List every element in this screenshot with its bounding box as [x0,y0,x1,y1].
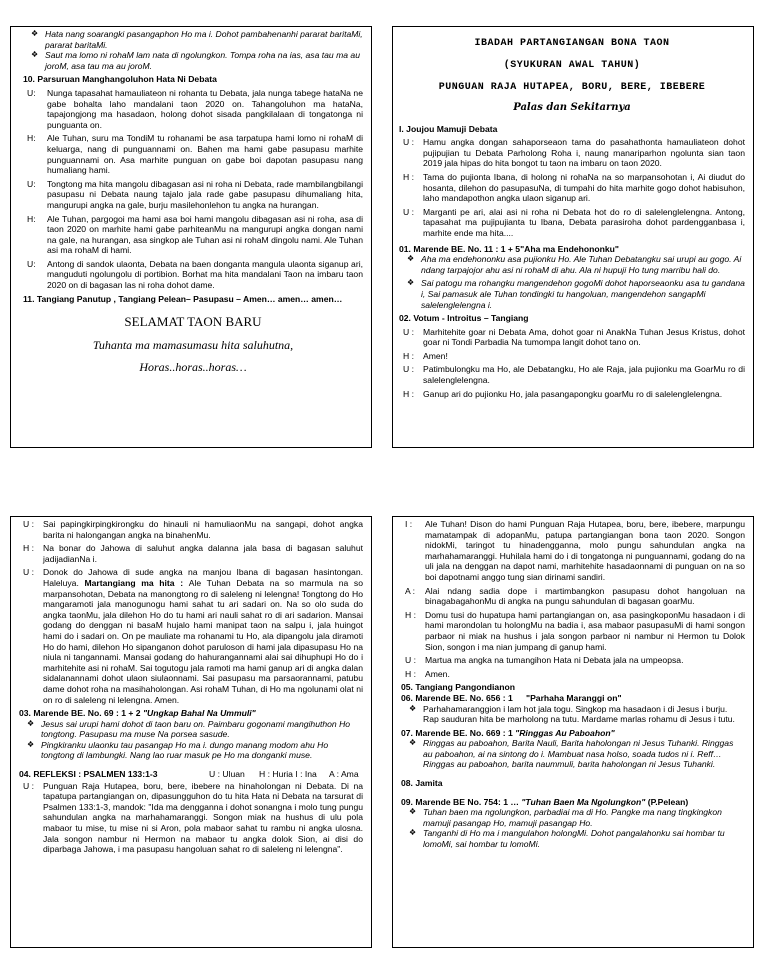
section-heading: 11. Tangiang Panutup , Tangiang Pelean– Pasupasu – Amen… amen… amen… [23,293,343,304]
liturgy-text: Antong di sandok ulaonta, Debata na baen donganta mangula ulaonta siganup ari, manguduti ngolungolu di portibion. Borhat ma hita mandalani Taon na imbaru taon 2020 on di bagasan las ni roha dohot dame. [47,258,363,291]
speaker-label: U : [403,326,414,337]
page-subtitle: Palas dan Sekitarnya [513,102,631,113]
hymn-verse: ❖ Pingkiranku ulaonku tau pasangap Ho ma i. dungo manang modom ahu Ho tongtong di lambungki. Nang lao ruar masuk pe Ho ma donganki muse. [19,740,363,761]
liturgy-text: Patimbulongku ma Ho, ale Debatangku, Ho ale Raja, jala pujionku ma GoarMu ro di salelenglelengna. [423,364,745,386]
speaker-label: H : [405,609,416,620]
liturgy-line [401,669,745,680]
liturgy-line [399,137,745,169]
speaker-label: I : [405,519,413,529]
liturgy-text: Ale Tuhan, suru ma TondiM tu rohanami be asa tarpatupa hami lomo ni rohaM di keluarga, nang di punguannami on. Bahen ma hami gabe pasupasu marhite punguannami on. Asa marhite punguan on gabe boi dapotan pasupasu nang humaliang hami. [47,133,363,176]
role-legend: U : Uluan [209,769,245,780]
liturgy-text: Amen. [425,668,450,679]
speaker-label: U: [27,258,36,269]
liturgy-text: Punguan Raja Hutapea, boru, bere, ibebere na hinaholongan ni Debata. Di na tapatupa partangiangan on, dipasungguhon do tu hita Hata ni Debata na tarsurat di Psalmen 133:1-3, mandok: "Ida ma dengganna i dohot sonangna i molo tung pungu sahundulan angka na marhahamaranggi. Songon miak na hushus di ulu pola mabaor tu mise, tu mise ni si Aron, pola mabaor sahat tu rambu ni angka ulosna. Jala songon nambur ni Hermon na mabaor tu angka dolok Sion, ai disi do diparbaga Jahowa, i ma pasupasu hangoluan sahat ro di saleleng ni lelengna". [43,780,363,855]
liturgy-text: Domu tusi do hupatupa hami partangiangan on, asa pasingkoponMu hasadaon i di hami marondolan tu holongMu na badia i, asa mabaor pasupasuMi di hami songon parbaor ni miak na hushus i jala songon parbaor ni nambur ni Hermon tu Dolok Sion, songon i ma nian jumpang di ganup hami. [425,609,745,652]
title-line: IBADAH PARTANGIANGAN BONA TAON [474,38,670,49]
hymn-verse: ❖ Tuhan baen ma ngolungkon, parbadiai ma di Ho. Pangke ma nang tingkingkon mamuji pasangap Ho, mamuji pasangap Ho. [401,807,745,828]
role-legend: H : Huria I : Ina [259,769,317,780]
page-panel-top-left [10,26,372,448]
hymn-verse: ❖ Saut ma lomo ni rohaM lam nata di ngolungkon. Tompa roha na ias, asa tau ma au joroM, asa tau ma au joroM. [23,50,363,71]
section-heading: 05. Tangiang Pangondianon [401,682,515,693]
page-panel-bottom-left [10,516,372,948]
section-heading: 01. Marende BE. No. 11 : 1 + 5"Aha ma Endehononku" [399,243,619,254]
prayer-label: Martangiang ma hita : [84,577,189,588]
liturgy-line [23,214,363,256]
section-heading: 04. REFLEKSI : PSALMEN 133:1-3 [19,769,158,780]
liturgy-line [19,543,363,564]
liturgy-line [401,519,745,583]
liturgy-text: Marganti pe ari, alai asi ni roha ni Debata hot do ro di salelenglelengna. Antong, tapasahat ma pujipujianta tu Ibana, Debata parasiroha dohot pardengganbasa i, marhite ende ma hita.... [423,206,745,238]
liturgy-text: Nunga tapasahat hamauliateon ni rohanta tu Debata, jala nunga tabege hataNa ne gabe bohalta laho mandalani taon 2020 on. Tahangoluhon ma hataNa, tapajongjong ma hasadaon, holong dohot sisada pangkilalaan di tongatonga ni punguanta on. [47,87,363,130]
hymn-title: "Ringgas Au Paboahon" [515,727,615,738]
hymn-verse: ❖ Hata nang soarangki pasangaphon Ho ma i. Dohot pambahenanhi pararat baritaMi, pararat baritaMi. [23,29,363,50]
liturgy-text: Hamu angka dongan sahaporseaon tama do pasahathonta hamauliateon dohot pujipujian tu Debata Parholong Roha i, naung manariparhon ngolunta sian taon 2019 jala hipas do hita bongot tu taon na imbaru on taon 2020. [423,137,745,169]
speaker-label: H: [27,133,36,144]
speaker-label: H : [403,171,414,182]
role-legend: A : Ama [329,769,359,780]
liturgy-text: Ale Tuhan! Dison do hami Punguan Raja Hutapea, boru, bere, ibebere, marpungu mamatampak di adopanMu, patupa partangiangan bona taon 2020. Songon nidokMi, taringot tu hinadengganna, molo pungu sahundulan angka na marhahamaranggi. Huhilala hami do i di tongatonga ni punguannami, godang do na uli jala na denggan na dapot nami, marhitehite hasadaonnami di punguan on na so boi dapotnami anggo tung sian dirinami sandiri. [425,519,745,582]
liturgy-line [19,781,363,855]
page-panel-top-right [392,26,754,448]
liturgy-text: Amen! [423,350,448,361]
speaker-label: H : [23,543,34,554]
liturgy-line [19,567,363,705]
liturgy-text: Donok do Jahowa di sude angka na manjou Ibana di bagasan hasintongan. Haleluya. Martangiang ma hita : Ale Tuhan Debata na so marmula na so marpansohotan, Debata na manongtong ro di saleleng ni lelengna! Tongtong do Ho mangaramoti jala manogunogu hami sahat tu ari sadari on. Na so olo suda do angka taonMu, jala dilehon Ho do tu hami ari nauli sahat ro di ari sadarion. Mansai godang do denggan ni basaM hujalo hami manipat taon na salpu i, jala huingot hami do i sadari on. On pe mauliate ma rohanami tu Ho, ala dipangolu jala diramoti Ho do hami, dilehon Ho sipanganon dohot paruloson di hami jala dipasupasu Ho na niula ni tangannami. Mansai godang do hahurangannami alai sai dihuphupi Ho do i marhitehite asi ni rohaM. Sai togutogu jala ramoti ma hami ganup ari di angka dalan sidalanannami dohot ulaon siulaonnami. Sai pasupasu ma parsaorannami, patubu dame dohot roha na masihaholongan. Asi rohaM Tuhan, di Ho ma ngolunami olat ni on ro di saleleng ni lelengna. Amen. [43,567,364,705]
hymn-verse: ❖ Tanganhi di Ho ma i mangulahon holongMi. Dohot pangalahonku sai hombar tu lomoMi, sai hombar tu lomoMi. [401,828,745,849]
liturgy-line [23,133,363,175]
liturgy-line [23,179,363,211]
liturgy-text: Tama do pujionta Ibana, di holong ni rohaNa na so marpansohotan i, Ai diudut do hosanta, dilehon do pasupasuNa, di tumpahi do hita marhite gogo dohot habisuhon, laho mandapothon angka ulaon siganup ari. [423,171,745,204]
speaker-label: U : [405,655,416,666]
hymn-title: "Parhaha Maranggi on" [526,692,622,703]
refleksi-heading [19,769,363,780]
liturgy-line [399,327,745,348]
speaker-label: A : [405,585,416,596]
speaker-label: U: [27,87,36,98]
title-line: (SYUKURAN AWAL TAHUN) [503,60,641,71]
section-heading: 09. Marende BE No. 754: 1 … "Tuhan Baen Ma Ngolungkon" (P.Pelean) [401,796,689,807]
liturgy-text: Marhitehite goar ni Debata Ama, dohot goar ni AnakNa Tuhan Jesus Kristus, dohot goar ni Tondi Parbadia Na tumompa langit dohot tano on. [423,326,745,348]
liturgy-text: Ganup ari do pujionku Ho, jala pasangapongku goarMu ro di salelenglelengna. [423,388,723,399]
section-heading: 06. Marende BE. No. 656 : 1 "Parhaha Maranggi on" [401,692,622,703]
speaker-label: U : [23,519,34,529]
liturgy-line [399,172,745,204]
hymn-verse: ❖ Ringgas au paboahon, Barita Nauli, Barita haholongan ni Jesus Tuhanki. Ringgas au paboahon, ai na sintong do i. Mambuat nasa holso, soada tudos ni i. Reff… Ringgas au paboahon, barita naummuli, barita haholongan ni Jesus Tuhanki. [401,738,745,770]
liturgy-line [399,364,745,385]
liturgy-line [399,389,745,400]
liturgy-text: Martua ma angka na tumangihon Hata ni Debata jala na umpeopsa. [425,655,684,666]
liturgy-line [401,610,745,652]
liturgy-line [23,259,363,291]
hymn-verse: ❖ Sai patogu ma rohangku mangendehon gogoMi dohot haporseaonku asa tu gandana i, Sai pamasuk ale Tuhan tondingki tu hangoluan, mangendehon sangapMi salelenglelengna i. [399,278,745,310]
page-title [399,37,745,95]
hymn-verse: ❖ Jesus sai urupi hami dohot di taon baru on. Paimbaru gogonami mangihuthon Ho tongtong. Pasupasu ma muse Na porsea sasude. [19,719,363,740]
liturgy-line [401,586,745,607]
liturgy-text: Na bonar do Jahowa di saluhut angka dalanna jala basa di bagasan saluhut jadijadianNa i. [43,543,363,564]
speaker-label: U : [23,567,34,578]
page-panel-bottom-right [392,516,754,948]
section-heading: 10. Parsuruan Manghangoluhon Hata Ni Debata [23,74,217,85]
liturgy-line [399,351,745,362]
section-heading: 03. Marende BE. No. 69 : 1 + 2 "Ungkap Bahal Na Ummuli" [19,708,256,719]
hymn-verse: ❖ Parhahamaranggion i lam hot jala togu. Singkop ma hasadaon i di Jesus i burju. Rap sauduran hita be marholong na tutu. Mardame marlas rohamu di Jesus i tutu. [401,704,745,725]
closing-horas: Horas..horas..horas… [139,360,247,375]
speaker-label: H : [403,388,414,399]
title-line: PUNGUAN RAJA HUTAPEA, BORU, BERE, IBEBERE [438,82,706,93]
liturgy-line [23,88,363,130]
liturgy-text: Ale Tuhan, pargogoi ma hami asa boi hami mangolu dibagasan asi ni roha, asa di taon 2020 on marhite hami gabe parhiteanMu na mangurupi angka dongan nami na gale, na hurangan, asa singkop ale Tuhan asi ni rohaM dingolu nami. Ale Tuhan asi ma rohaM di hami. [47,213,363,256]
speaker-label: U : [403,137,414,148]
speaker-label: U: [27,178,36,189]
section-heading: 02. Votum - Introitus – Tangiang [399,313,529,324]
liturgy-line [19,519,363,540]
section-heading: I. Joujou Mamuji Debata [399,123,498,134]
hymn-title: "Tuhan Baen Ma Ngolungkon" [521,796,646,807]
closing-greeting: SELAMAT TAON BARU [124,314,262,330]
section-heading: 07. Marende BE. No. 669 : 1 "Ringgas Au Paboahon" [401,727,615,738]
liturgy-text: Sai papingkirpingkirongku do hinauli ni hamuliaonMu na sangapi, dohot angka barita ni halongangan angka na binahenMu. [43,519,363,540]
liturgy-text: Tongtong ma hita mangolu dibagasan asi ni roha ni Debata, rade mambilangbilangi pasupasu ni Debata naung tajalo jala rade gabe pasupasu dihumaliang hita, mangurupi angka na gale, burju masilehonlehon tu angka na hurangan. [47,178,363,210]
speaker-label: U : [23,780,34,791]
closing-blessing: Tuhanta ma mamasumasu hita saluhutna, [92,338,294,353]
liturgy-text: Alai ndang sadia dope i martimbangkon pasupasu dohot hangoluan na binagabagahonMu di angka na pungu sahundulan di bagasan goarMu. [425,585,745,607]
speaker-label: U : [403,364,414,375]
hymn-title: "Ungkap Bahal Na Ummuli" [142,708,256,719]
speaker-label: H: [27,213,36,224]
liturgy-line [399,207,745,239]
speaker-label: H : [405,668,416,679]
speaker-label: U : [403,206,414,217]
liturgy-line [401,655,745,666]
speaker-label: H : [403,350,414,361]
hymn-verse: ❖ Aha ma endehononku asa pujionku Ho. Ale Tuhan Debatangku sai urupi au gogo. Ai ndang tarpajojor ahu asi ni rohaM di ahu. Ala ni hupuji Ho tung marribu hali do. [399,254,745,275]
section-heading: 08. Jamita [401,778,443,789]
